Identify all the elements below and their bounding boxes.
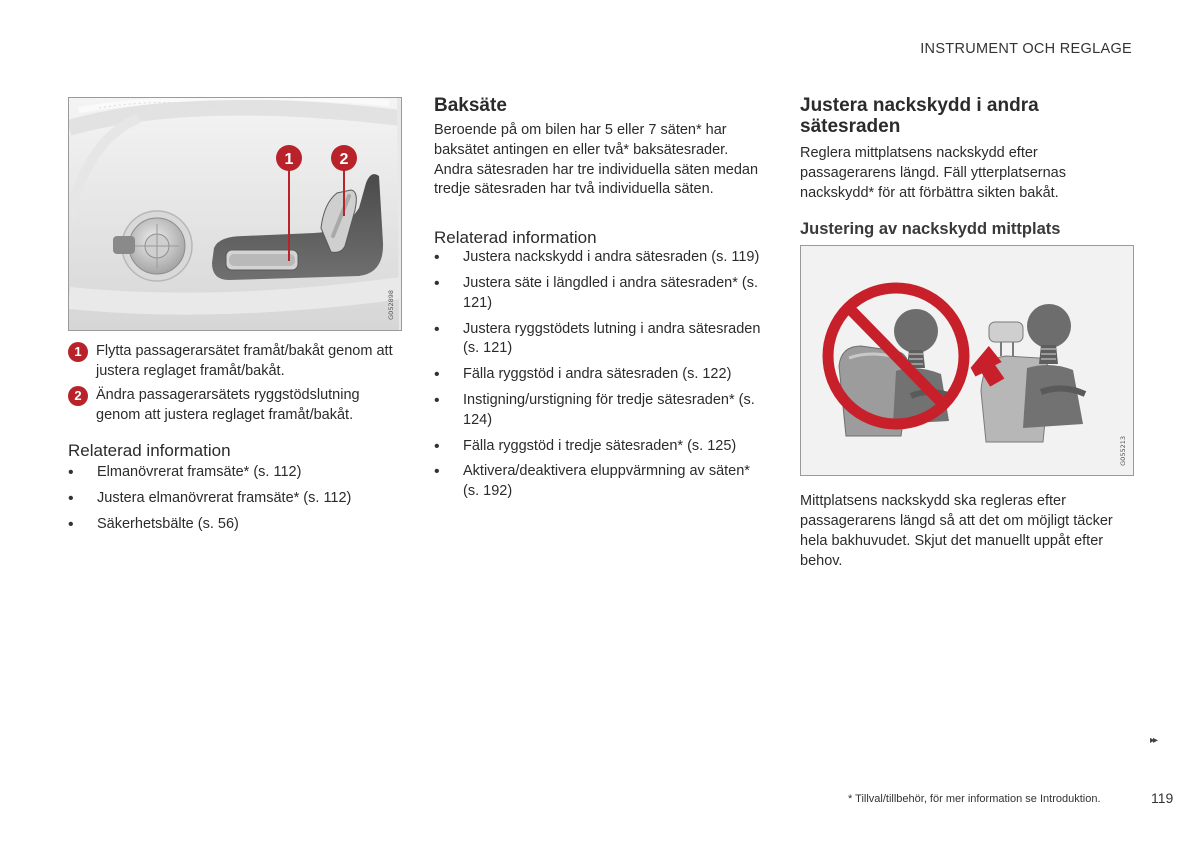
svg-text:2: 2 (339, 151, 349, 168)
related-link[interactable]: • Säkerhetsbälte (s. 56) (68, 515, 402, 535)
related-link[interactable]: • Elmanövrerat framsäte* (s. 112) (68, 463, 402, 483)
related-link[interactable]: • Instigning/urstigning för tredje sätesraden* (s. 124) (434, 391, 764, 431)
related-link[interactable]: • Justera ryggstödets lutning i andra sätesraden (s. 121) (434, 320, 764, 360)
related-link[interactable]: • Fälla ryggstöd i andra sätesraden (s. 122) (434, 365, 764, 385)
section-body: Beroende på om bilen har 5 eller 7 säten* har baksätet antingen en eller två* baksätesrader. Andra sätesraden har tre individuella säten medan tredje sätesraden har två individuella säten. (434, 122, 759, 198)
callout-badge-1 (276, 145, 302, 171)
svg-text:1: 1 (284, 151, 294, 168)
callout-number-badge: 2 (68, 386, 88, 406)
callout-number-badge: 1 (68, 342, 88, 362)
related-link[interactable]: • Justera nackskydd i andra sätesraden (s. 119) (434, 248, 764, 268)
column-right (800, 95, 1134, 572)
callout-text: Ändra passagerarsätets ryggstödslutning genom att justera reglaget framåt/bakåt. (96, 387, 360, 423)
column-middle (434, 95, 764, 508)
callout-text: Flytta passagerarsätet framåt/bakåt genom att justera reglaget framåt/bakåt. (96, 343, 393, 379)
footnote: * Tillval/tillbehör, för mer information se Introduktion. (848, 793, 1101, 805)
related-link[interactable]: • Aktivera/deaktivera eluppvärmning av säten* (s. 192) (434, 462, 764, 502)
headrest-illustration (801, 246, 1133, 475)
headrest-figure (800, 245, 1134, 476)
related-info-list (434, 248, 764, 502)
section-heading-nackskydd: Justera nackskydd i andra sätesraden (800, 95, 1039, 137)
section-body: Reglera mittplatsens nackskydd efter passagerarens längd. Fäll ytterplatsernas nackskydd* för att förbättra sikten bakåt. (800, 145, 1066, 201)
related-link[interactable]: • Fälla ryggstöd i tredje sätesraden* (s. 125) (434, 437, 764, 457)
related-link[interactable]: • Justera elmanövrerat framsäte* (s. 112) (68, 489, 402, 509)
page-number: 119 (1151, 790, 1174, 806)
callout-badge-2 (331, 145, 357, 171)
callout-list (68, 342, 402, 425)
related-info-heading: Relaterad information (68, 441, 231, 460)
figure-code: G055213 (1119, 435, 1127, 466)
figure-caption: Mittplatsens nackskydd ska regleras efter passagerarens längd så att det om möjligt täcker hela bakhuvudet. Skjut det manuellt uppåt efter behov. (800, 493, 1113, 569)
subsection-heading: Justering av nackskydd mittplats (800, 220, 1061, 239)
seat-controls-illustration (69, 98, 401, 330)
related-link[interactable]: • Justera säte i längdled i andra sätesraden* (s. 121) (434, 274, 764, 314)
section-header: INSTRUMENT OCH REGLAGE (920, 41, 1132, 57)
related-info-list (68, 463, 402, 534)
related-info-heading: Relaterad information (434, 228, 597, 248)
section-heading-baksate: Baksäte (434, 95, 507, 116)
callout-item-2 (68, 386, 402, 425)
double-arrow-right-icon: ▸▸ (1150, 735, 1157, 746)
column-left (68, 95, 402, 540)
figure-code: G052898 (387, 290, 395, 320)
callout-item-1 (68, 342, 402, 381)
seat-controls-figure (68, 97, 402, 331)
